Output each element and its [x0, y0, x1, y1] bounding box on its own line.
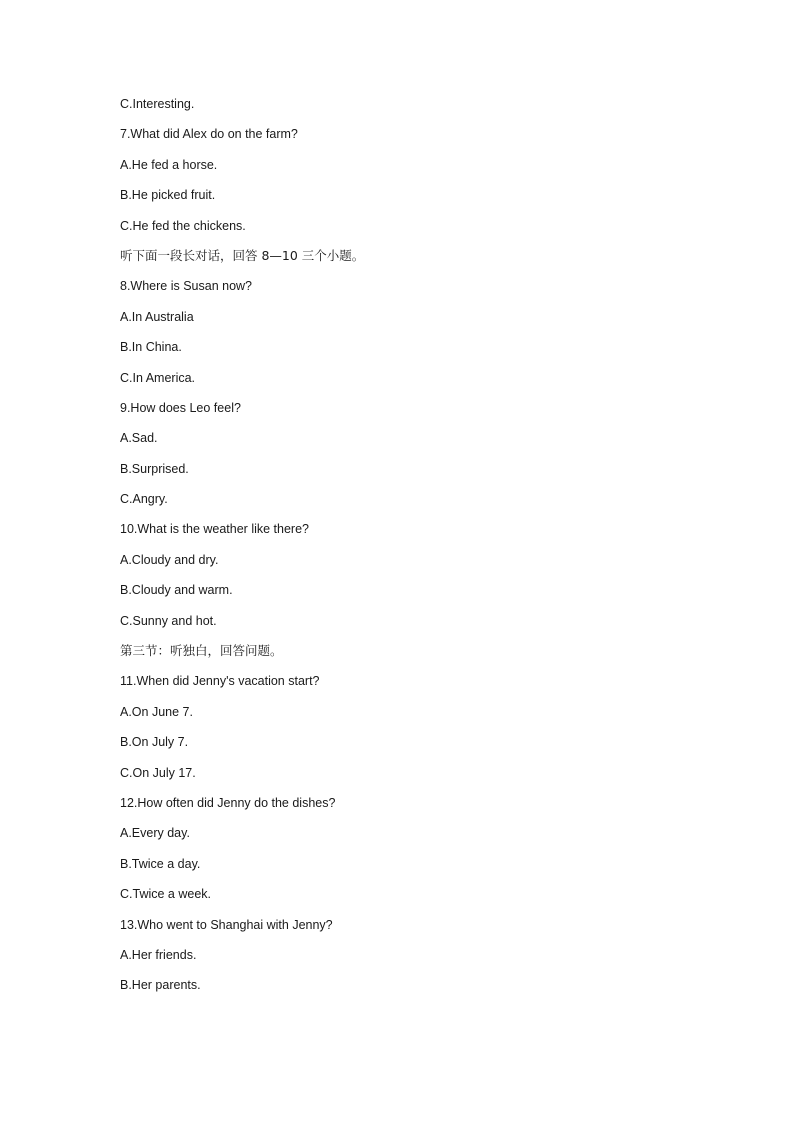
answer-option: A.Her friends.: [120, 947, 197, 962]
question-line: 12.How often did Jenny do the dishes?: [120, 795, 336, 810]
answer-option: B.Cloudy and warm.: [120, 583, 233, 598]
question-line: 9.How does Leo feel?: [120, 400, 241, 415]
answer-option: B.Twice a day.: [120, 856, 201, 871]
section-instruction: 第三节：听独白，回答问题。: [120, 643, 283, 659]
answer-option: A.Sad.: [120, 431, 158, 446]
answer-option: C.Twice a week.: [120, 887, 212, 902]
answer-option: C.In America.: [120, 370, 196, 385]
answer-option: A.On June 7.: [120, 704, 193, 719]
answer-option: A.He fed a horse.: [120, 157, 218, 172]
answer-option: C.On July 17.: [120, 765, 196, 780]
question-line: 10.What is the weather like there?: [120, 522, 309, 537]
exam-text-block: [120, 94, 720, 1006]
section-instruction: 听下面一段长对话，回答 8—10 三个小题。: [120, 247, 365, 263]
answer-option: B.He picked fruit.: [120, 188, 216, 203]
answer-option: A.In Australia: [120, 309, 194, 324]
question-line: 11.When did Jenny's vacation start?: [120, 674, 320, 689]
question-line: 7.What did Alex do on the farm?: [120, 127, 298, 142]
question-line: 13.Who went to Shanghai with Jenny?: [120, 917, 333, 932]
answer-option: B.On July 7.: [120, 735, 189, 750]
answer-option: A.Cloudy and dry.: [120, 552, 219, 567]
answer-option: C.Sunny and hot.: [120, 613, 217, 628]
answer-option: B.Surprised.: [120, 461, 189, 476]
answer-option: C.Interesting.: [120, 97, 195, 111]
answer-option: B.Her parents.: [120, 978, 201, 993]
question-line: 8.Where is Susan now?: [120, 279, 253, 294]
answer-option: C.He fed the chickens.: [120, 218, 246, 233]
answer-option: B.In China.: [120, 340, 182, 355]
answer-option: C.Angry.: [120, 492, 168, 507]
answer-option: A.Every day.: [120, 826, 190, 841]
